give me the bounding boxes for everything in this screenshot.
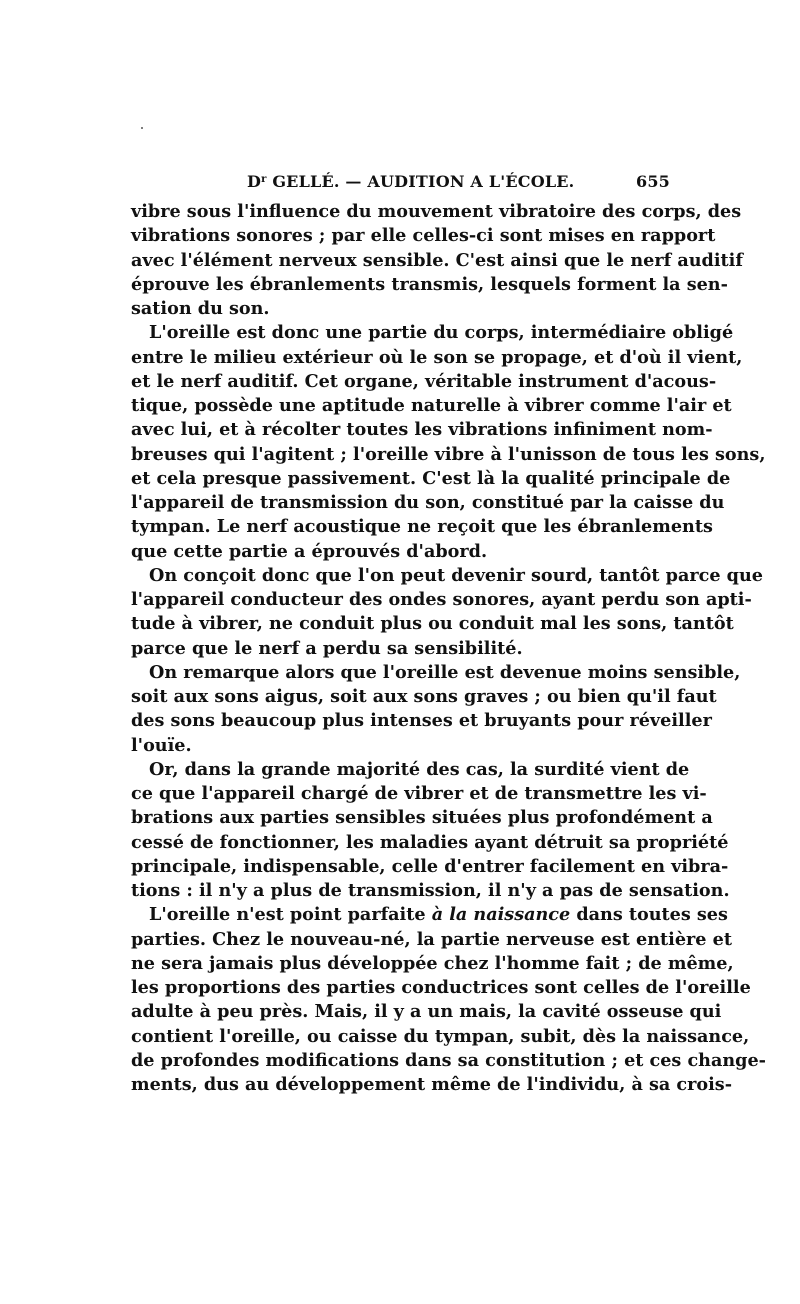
text-line: brations aux parties sensibles situées plus profondément a [131, 807, 713, 829]
text-line: avec lui, et à récolter toutes les vibrations infiniment nom- [131, 419, 713, 441]
text-line: breuses qui l'agitent ; l'oreille vibre à l'unisson de tous les sons, [131, 443, 766, 465]
text-line: avec l'élément nerveux sensible. C'est ainsi que le nerf auditif [131, 249, 743, 271]
text-line: l'ouïe. [131, 734, 192, 756]
text-line: ne sera jamais plus développée chez l'homme fait ; de même, [131, 952, 734, 974]
text-line: ments, dus au développement même de l'individu, à sa crois- [131, 1074, 733, 1095]
page-number: 655 [636, 172, 670, 191]
text-line: entre le milieu extérieur où le son se propage, et d'où il vient, [131, 346, 743, 368]
text-line: les proportions des parties conductrices sont celles de l'oreille [131, 977, 751, 998]
text-line: et le nerf auditif. Cet organe, véritable instrument d'acous- [131, 370, 717, 392]
text-line: que cette partie a éprouvés d'abord. [131, 540, 488, 562]
text-line: On remarque alors que l'oreille est devenue moins sensible, [149, 661, 741, 683]
text-line: L'oreille est donc une partie du corps, intermédiaire obligé [149, 322, 734, 344]
running-header [130, 172, 670, 196]
text-line: l'appareil conducteur des ondes sonores, ayant perdu son apti- [131, 589, 752, 610]
text-line: tions : il n'y a plus de transmission, il n'y a pas de sensation. [131, 880, 730, 901]
text-line: éprouve les ébranlements transmis, lesquels forment la sen- [131, 273, 728, 295]
text-line: L'oreille n'est point parfaite à la naissance dans toutes ses [149, 904, 728, 926]
text-line: l'appareil de transmission du son, constitué par la caisse du [131, 492, 725, 513]
body-text [131, 200, 766, 1097]
text-line: soit aux sons aigus, soit aux sons graves ; ou bien qu'il faut [131, 686, 717, 707]
text-line: adulte à peu près. Mais, il y a un mais, la cavité osseuse qui [131, 1001, 722, 1023]
text-line: tympan. Le nerf acoustique ne reçoit que les ébranlements [131, 516, 713, 538]
text-line: et cela presque passivement. C'est là la qualité principale de [131, 467, 731, 489]
text-line: vibrations sonores ; par elle celles-ci sont mises en rapport [131, 225, 716, 247]
text-line: tude à vibrer, ne conduit plus ou conduit mal les sons, tantôt [131, 613, 734, 635]
text-line: ce que l'appareil chargé de vibrer et de transmettre les vi- [131, 783, 707, 804]
text-line: parties. Chez le nouveau-né, la partie nerveuse est entière et [131, 928, 732, 950]
page-speck [141, 127, 143, 129]
text-line: contient l'oreille, ou caisse du tympan, subit, dès la naissance, [131, 1025, 750, 1047]
italic-phrase: à la naissance [431, 904, 571, 926]
text-line: cessé de fonctionner, les maladies ayant détruit sa propriété [131, 831, 729, 853]
running-title: $D^r$ GELLÉ. — AUDITION A L'ÉCOLE. [247, 172, 575, 191]
text-line: On conçoit donc que l'on peut devenir sourd, tantôt parce que [149, 564, 763, 586]
text-line: sation du son. [131, 298, 270, 319]
text-line: de profondes modifications dans sa constitution ; et ces change- [131, 1049, 766, 1071]
text-line: principale, indispensable, celle d'entrer facilement en vibra- [131, 855, 729, 877]
text-line: Or, dans la grande majorité des cas, la surdité vient de [149, 758, 690, 780]
text-line: vibre sous l'influence du mouvement vibratoire des corps, des [131, 201, 742, 222]
text-line: des sons beaucoup plus intenses et bruyants pour réveiller [131, 710, 712, 732]
text-line: parce que le nerf a perdu sa sensibilité. [131, 637, 523, 659]
text-line: tique, possède une aptitude naturelle à vibrer comme l'air et [131, 395, 732, 416]
